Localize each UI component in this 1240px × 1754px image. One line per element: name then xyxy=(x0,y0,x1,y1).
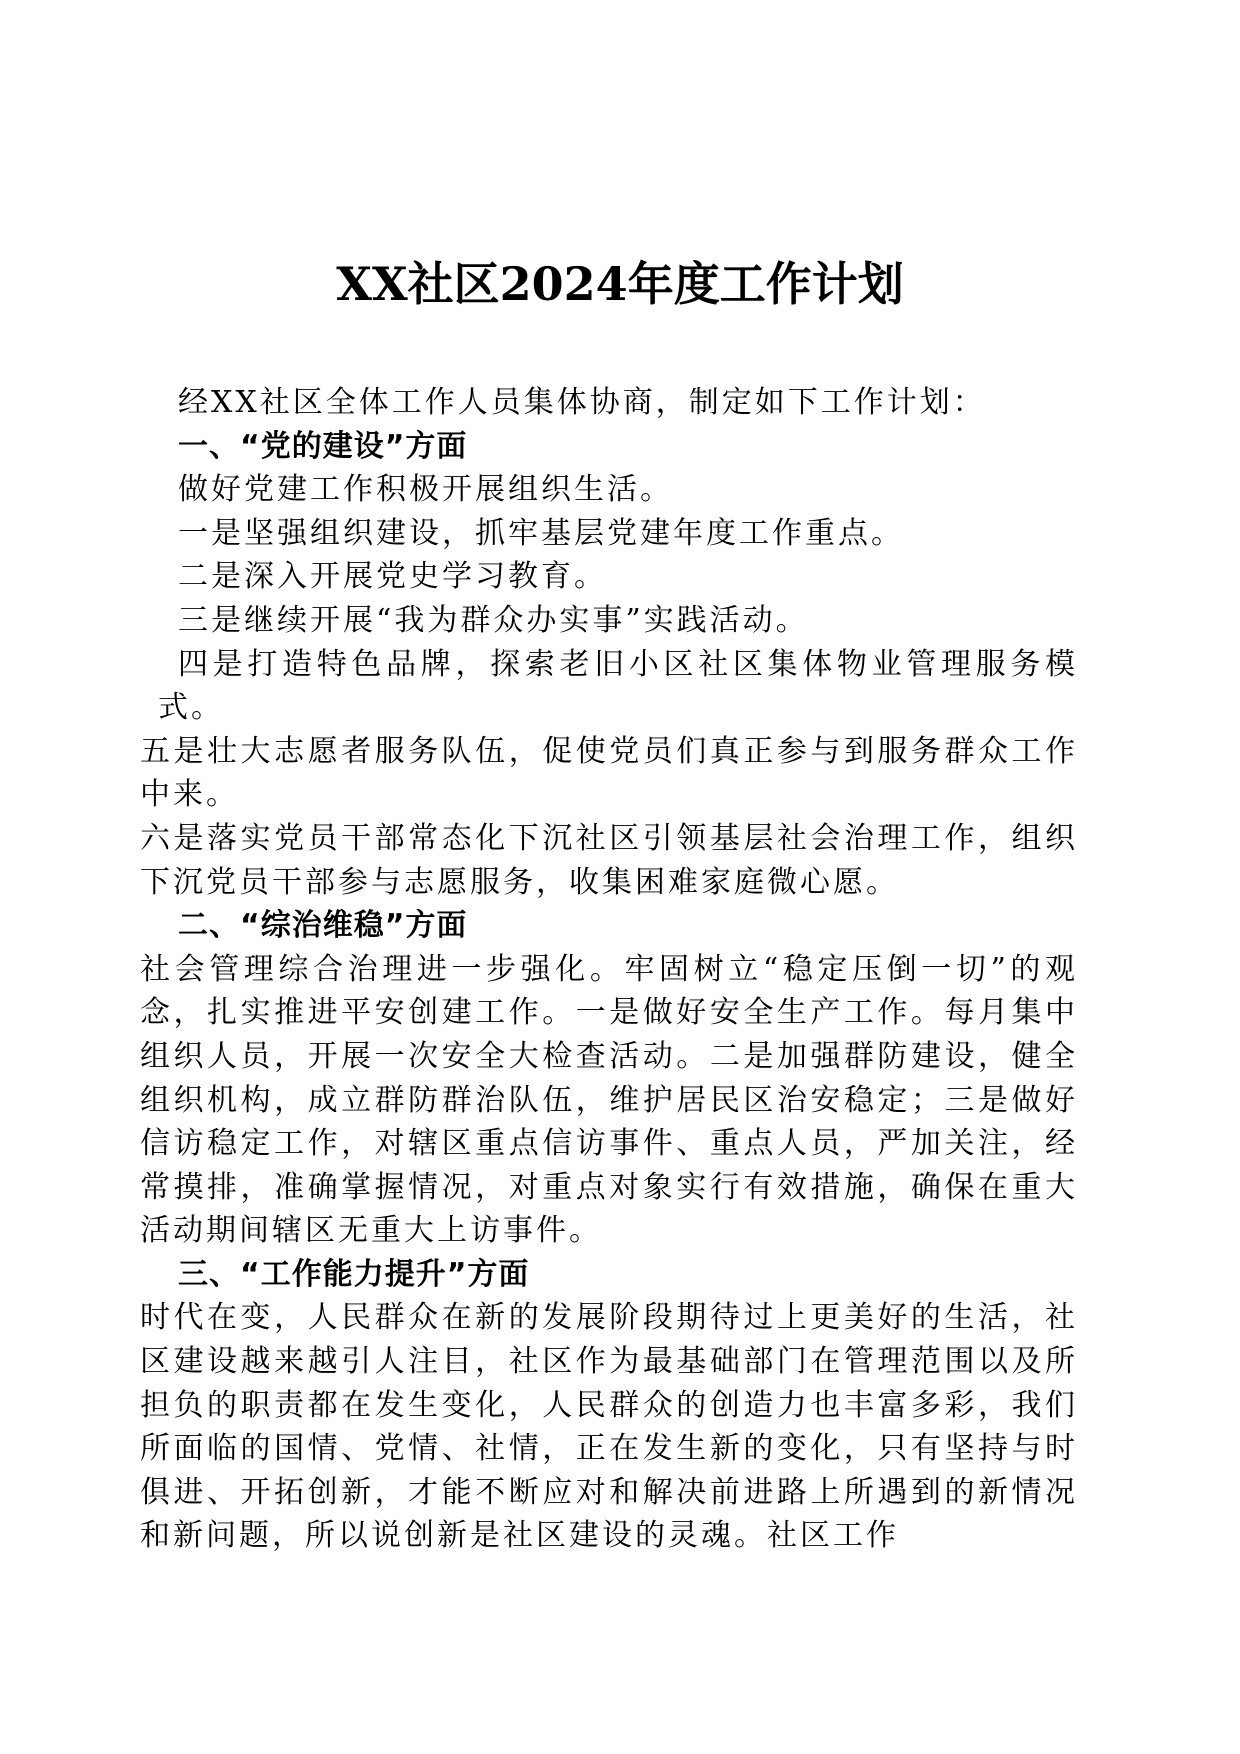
paragraph: 时代在变，人民群众在新的发展阶段期待过上更美好的生活，社区建设越来越引人注目，社区作为最基础部门在管理范围以及所担负的职责都在发生变化，人民群众的创造力也丰富多彩，我们所面临的国情、党情、社情，正在发生新的变化，只有坚持与时俱进、开拓创新，才能不断应对和解决前进路上所遇到的新情况和新问题，所以说创新是社区建设的灵魂。社区工作 xyxy=(140,1300,1078,1554)
section-heading-party-building: 一、“党的建设”方面 xyxy=(178,428,468,464)
paragraph: 一是坚强组织建设，抓牢基层党建年度工作重点。 xyxy=(178,515,904,551)
document-body xyxy=(140,381,1078,1558)
section-heading-capability: 三、“工作能力提升”方面 xyxy=(178,1256,530,1292)
paragraph: 六是落实党员干部常态化下沉社区引领基层社会治理工作，组织下沉党员干部参与志愿服务，收集困难家庭微心愿。 xyxy=(140,820,1078,900)
paragraph: 社会管理综合治理进一步强化。牢固树立“稳定压倒一切”的观念，扎实推进平安创建工作。一是做好安全生产工作。每月集中组织人员，开展一次安全大检查活动。二是加强群防建设，健全组织机构，成立群防群治队伍，维护居民区治安稳定；三是做好信访稳定工作，对辖区重点信访事件、重点人员，严加关注，经常摸排，准确掌握情况，对重点对象实行有效措施，确保在重大活动期间辖区无重大上访事件。 xyxy=(140,951,1078,1249)
paragraph: 二是深入开展党史学习教育。 xyxy=(178,559,607,595)
document-title: XX社区2024年度工作计划 xyxy=(336,257,904,311)
section-heading-stability: 二、“综治维稳”方面 xyxy=(178,908,468,944)
intro-paragraph: 经XX社区全体工作人员集体协商，制定如下工作计划： xyxy=(178,385,986,420)
paragraph: 四是打造特色品牌，探索老旧小区社区集体物业管理服务模式。 xyxy=(158,646,1078,726)
paragraph: 五是壮大志愿者服务队伍，促使党员们真正参与到服务群众工作中来。 xyxy=(140,733,1078,813)
paragraph: 做好党建工作积极开展组织生活。 xyxy=(178,472,673,508)
paragraph: 三是继续开展“我为群众办实事”实践活动。 xyxy=(178,602,809,638)
